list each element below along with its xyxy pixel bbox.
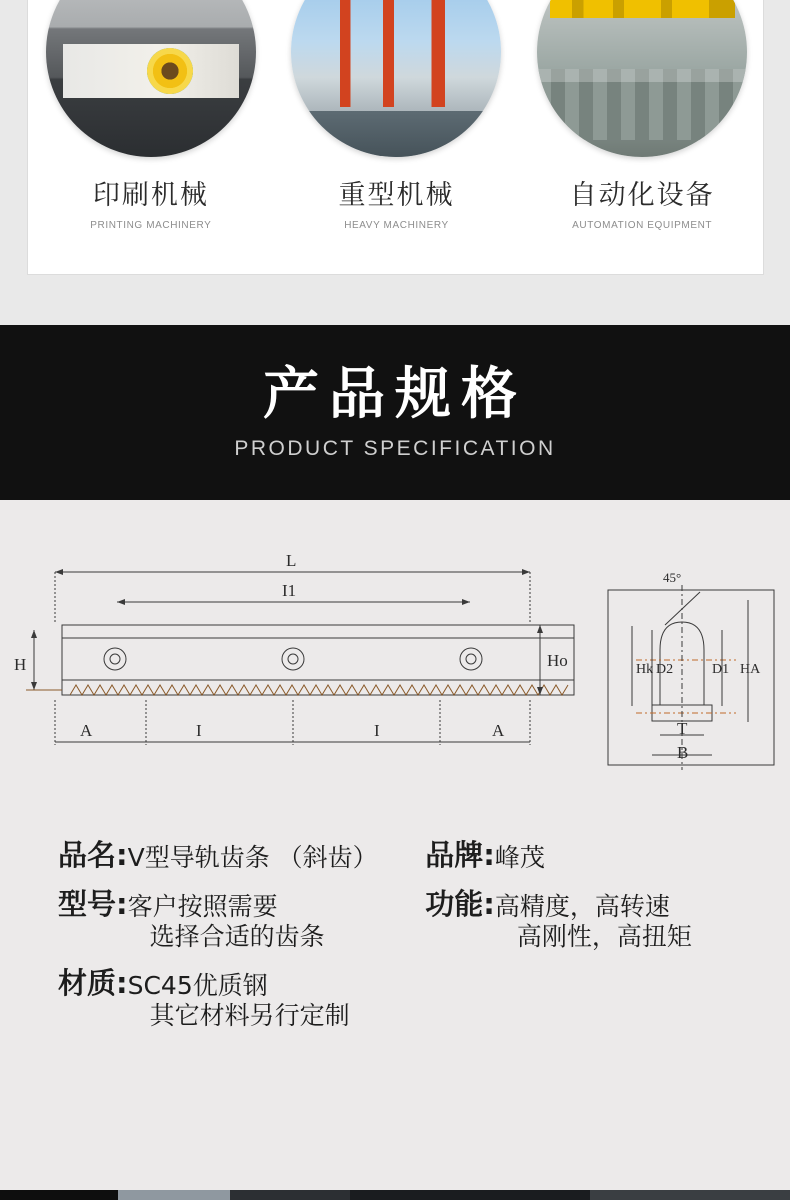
- dim-label-Ho: Ho: [547, 651, 568, 670]
- spec-row-material: [58, 968, 425, 1031]
- spec-value-line1: 客户按照需要: [127, 892, 278, 921]
- dim-label-A-right: A: [492, 721, 505, 740]
- spec-value-line1: SC45优质钢: [127, 971, 268, 1000]
- dim-label-Hk: Hk: [636, 662, 654, 677]
- v-rail-rack-technical-drawing: [0, 530, 790, 790]
- dim-label-I-1: I: [196, 721, 202, 740]
- spec-value-line2: 高刚性，高扭矩: [516, 922, 692, 951]
- spec-value-line1: 高精度，高转速: [494, 892, 670, 921]
- category-subtitle: PRINTING MACHINERY: [90, 220, 212, 231]
- strip-segment-3: [230, 1190, 350, 1200]
- dim-label-D2: D2: [656, 662, 674, 677]
- dim-label-A-left: A: [80, 721, 93, 740]
- spec-key: 材质:: [58, 966, 128, 1000]
- bottom-image-strip: [0, 1190, 790, 1200]
- spec-key: 品牌:: [425, 838, 495, 872]
- category-subtitle: HEAVY MACHINERY: [344, 220, 449, 231]
- category-row: [28, 0, 765, 276]
- category-title: 自动化设备: [569, 180, 715, 211]
- spec-column-right: [425, 840, 732, 1047]
- spec-column-left: [58, 840, 425, 1047]
- gantry-crane-photo: [291, 0, 501, 157]
- category-item-printing[interactable]: [43, 0, 259, 231]
- spec-key: 功能:: [425, 887, 495, 921]
- spec-row-brand: [425, 840, 732, 873]
- printing-press-photo: [46, 0, 256, 157]
- spec-value: [495, 889, 692, 952]
- category-subtitle: AUTOMATION EQUIPMENT: [572, 220, 713, 231]
- spec-value-line2: 其它材料另行定制: [149, 1001, 350, 1030]
- spec-value: [495, 840, 545, 873]
- product-specification-section: [0, 500, 790, 1190]
- category-title: 重型机械: [338, 180, 455, 211]
- strip-segment-2: [118, 1190, 230, 1200]
- spec-row-model: [58, 889, 425, 952]
- section-title-en: PRODUCT SPECIFICATION: [234, 437, 556, 461]
- section-title-zh: 产品规格: [263, 361, 527, 427]
- dim-label-angle: 45°: [663, 570, 682, 585]
- dim-label-H: H: [14, 655, 27, 674]
- spec-value-line2: 选择合适的齿条: [149, 922, 325, 951]
- dim-label-HA: HA: [740, 662, 761, 677]
- automation-line-photo: [537, 0, 747, 157]
- category-band: [0, 0, 790, 325]
- dim-label-T: T: [677, 719, 688, 738]
- dim-label-I-2: I: [374, 721, 380, 740]
- strip-segment-4: [350, 1190, 590, 1200]
- dim-label-L: L: [286, 551, 297, 570]
- spec-value-line1: V型导轨齿条 （斜齿）: [127, 843, 378, 872]
- spec-value: [128, 968, 350, 1031]
- section-header: [0, 325, 790, 500]
- spec-row-product-name: [58, 840, 425, 873]
- spec-row-function: [425, 889, 732, 952]
- spec-value-line1: 峰茂: [494, 843, 545, 872]
- dim-label-D1: D1: [712, 662, 730, 677]
- spec-key: 品名:: [58, 838, 128, 872]
- dim-label-I1: I1: [282, 581, 297, 600]
- category-card: [27, 0, 764, 275]
- strip-segment-5: [590, 1190, 790, 1200]
- dim-label-B: B: [677, 743, 689, 762]
- category-item-automation[interactable]: [534, 0, 750, 231]
- spec-value: [128, 840, 378, 873]
- category-title: 印刷机械: [92, 180, 209, 211]
- spec-list: [0, 840, 790, 1047]
- spec-value: [128, 889, 325, 952]
- strip-segment-1: [0, 1190, 118, 1200]
- spec-key: 型号:: [58, 887, 128, 921]
- category-item-heavy[interactable]: [288, 0, 504, 231]
